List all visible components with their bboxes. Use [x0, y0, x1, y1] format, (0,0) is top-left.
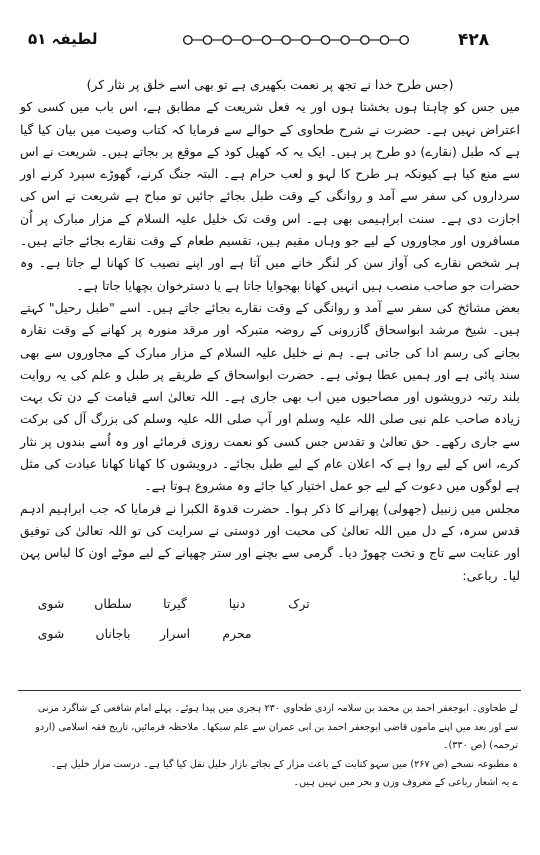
footnote-2: ہ مطبوعہ نسخے (ص ۲۶۷) میں سہو کتابت کے باعث مزار کے بجائے بازار خلیل نقل کیا گیا ہے۔ درست مزار خلیل ہے۔ — [50, 758, 518, 770]
verse-word: باجاناں — [95, 625, 131, 641]
section-heading: (جس طرح خدا نے تجھ پر نعمت بکھیری ہے تو بھی اسے خلق پر نثار کر) — [86, 77, 454, 92]
page-header — [20, 0, 520, 50]
footnote-1: لے طحاوی۔ ابوجعفر احمد بن محمد بن سلامہ ازدی طحاوی ۲۳۰ ہجری میں پیدا ہوئے۔ پہلے امام شافعی کے شاگرد مزنی سے اور بعد میں اپنے ماموں قاضی ابوجعفر احمد بن ابی عمران سے علم سیکھا۔ ملاحظہ فرمائیں، تاریخ فقہ اسلامی (اردو ترجمہ) (ص ۳۳۰)۔ — [35, 703, 518, 751]
verse-word: ترک — [288, 595, 310, 611]
verse-line-1 — [20, 589, 520, 619]
ornament-border — [178, 34, 414, 46]
verse-line-2 — [20, 619, 520, 649]
paragraph-1: میں جس کو چاہتا ہوں بخشتا ہوں اور یہ فعل شریعت کے مطابق ہے، اس باب میں کسی کو اعتراض نہیں ہے۔ حضرت نے شرح طحاوی کے حوالے سے فرمایا کہ کتاب وصیت میں بیان کیا گیا ہے کہ طبل (نقارے) دو طرح پر ہیں۔ ایک یہ کہ کھیل کود کے موقع پر بجاتے ہیں۔ شریعت نے اس سے منع کیا ہے کیونکہ ہر طرح کا لہو و لعب حرام ہے۔ البتہ جنگ کرنے، گھوڑے سپرد کرنے اور سرداروں کی سفر سے آمد و روانگی کے وقت طبل بجائے جائیں تو مباح ہے شریعت نے اس کی اجازت دی ہے۔ سنت ابراہیمی بھی ہے۔ اس وقت تک خلیل علیہ السلام کے مزار مبارک پر اُن مسافروں اور مجاوروں کے لیے جو وہاں مقیم ہیں، تقسیم طعام کے وقت نقارے بجائے جاتے ہیں۔ ہر شخص نقارے کی آواز سن کر لنگر خانے میں آتا ہے اور اپنے نصیب کا کھانا لے جاتا ہے۔ وہ حضرات جو صاحب منصب ہیں انہیں کھانا بھجوایا جاتا ہے یا دسترخوان بچھایا جاتا ہے۔ — [20, 99, 520, 293]
paragraph-3: مجلس میں زنبیل (جھولی) پھرانے کا ذکر ہوا۔ حضرت قدوۃ الکبرا نے فرمایا کہ جب ابراہیم ادہم قدس سرہ، کے دل میں اللہ تعالیٰ کی محبت اور دوستی نے سرایت کی تو اللہ تعالیٰ کی توفیق اور عنایت سے تاج و تخت چھوڑ دیا۔ گرمی سے بچنے اور ستر چھپانے کے لیے موٹے اون کا لباس پہن لیا۔ رباعی: — [20, 500, 520, 583]
verse-word: دنیا — [228, 595, 246, 611]
main-text — [20, 74, 520, 649]
verse-word: محرم — [222, 625, 252, 641]
chapter-title: لطیفہ ۵۱ — [28, 30, 98, 48]
footnotes — [22, 700, 518, 793]
footnote-3: ے یہ اشعار رباعی کے معروف وزن و بحر میں نہیں ہیں۔ — [293, 777, 518, 788]
paragraph-2: بعض مشائخ کی سفر سے آمد و روانگی کے وقت نقارے بجائے جاتے ہیں۔ اسے "طبل رحیل" کہتے ہیں۔ شیخ مرشد ابواسحاق گازرونی کے روضہ متبرکہ اور مرقد منورہ پر کھانے کے وقت نقارہ بجانے کی رسم ادا کی جاتی ہے۔ ہم نے خلیل علیہ السلام کے مزار مبارک کے مجاوروں سے بھی سند پائی ہے اور ہمیں عطا ہوئی ہے۔ حضرت ابواسحاق کے طریقے پر طبل و علم کی یہ روایت بلند رتبہ درویشوں اور مصاحبوں میں اب بھی جاری ہے۔ اللہ تعالیٰ اسے قیامت کے دن تک بہت زیادہ صاحب علم نبی صلی اللہ علیہ وسلم اور آپ صلی اللہ علیہ وسلم کی بزرگ آل کی برکت سے جاری رکھے۔ حق تعالیٰ و تقدس جس کسی کو نعمت روزی فرمائے اور وہ اُسے بندوں پر نثار کرے، اس کے لیے روا ہے کہ اعلان عام کے لیے طبل بجائے۔ درویشوں کا کھانا کھانا عبادت کی مثل ہے لوگوں میں دعوت کے لیے جو عمل اختیار کیا جائے وہ مشروع ہوتا ہے۔ — [20, 299, 520, 494]
verse-word: گیرتا — [163, 595, 187, 611]
verse-word: شوی — [37, 625, 65, 641]
rubai-verse — [20, 589, 520, 649]
page-number: ۴۲۸ — [458, 30, 490, 50]
verse-word: سلطاں — [94, 595, 132, 611]
verse-word: شوی — [37, 595, 65, 611]
footnote-divider — [18, 690, 521, 691]
verse-word: اسرار — [159, 625, 191, 641]
